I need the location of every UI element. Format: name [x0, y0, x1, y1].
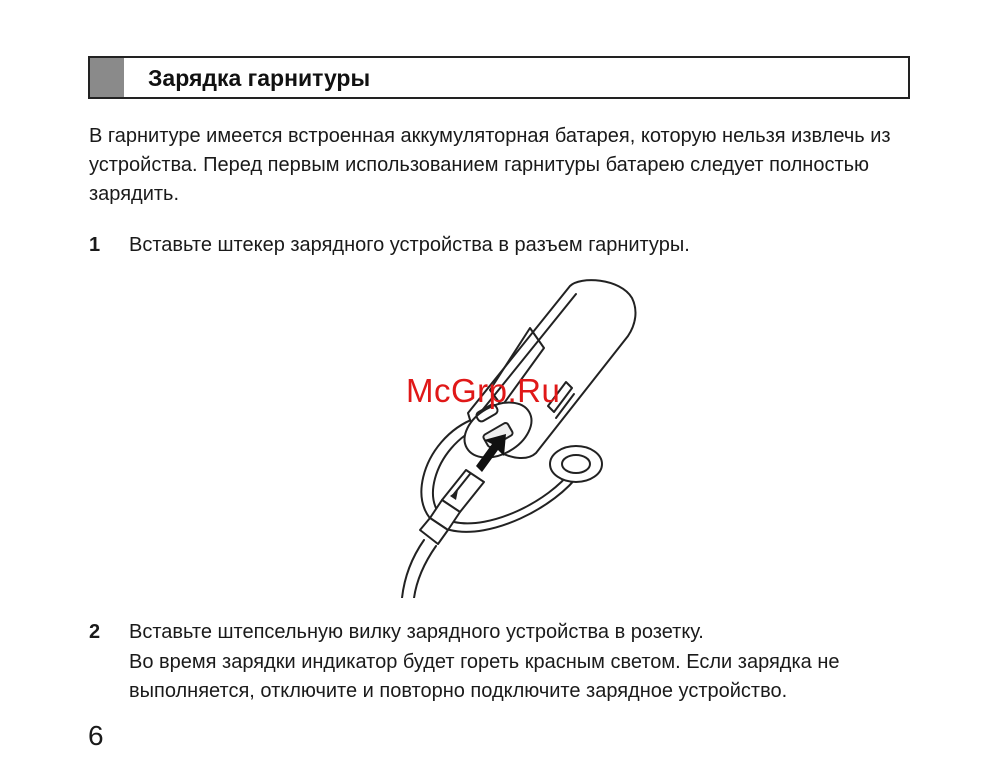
watermark-text: McGrp.Ru — [406, 372, 561, 409]
step-text: Вставьте штепсельную вилку зарядного устройства в розетку. — [129, 621, 704, 643]
section-marker — [90, 58, 124, 97]
step-text: Вставьте штекер зарядного устройства в разъем гарнитуры. — [129, 234, 690, 256]
step-number: 2 — [89, 621, 101, 643]
section-title: Зарядка гарнитуры — [148, 65, 371, 91]
step-note: Во время зарядки индикатор будет гореть красным светом. Если зарядка не выполняется, отключите и повторно подключите зарядное устройство. — [129, 651, 840, 702]
step-number: 1 — [89, 234, 101, 256]
page-number: 6 — [88, 720, 104, 751]
section-header — [88, 56, 910, 99]
intro-paragraph: В гарнитуре имеется встроенная аккумуляторная батарея, которую нельзя извлечь из устройства. Перед первым использованием гарнитуры батарею следует полностью зарядить. — [89, 125, 891, 205]
headset-charging-illustration — [380, 268, 660, 598]
